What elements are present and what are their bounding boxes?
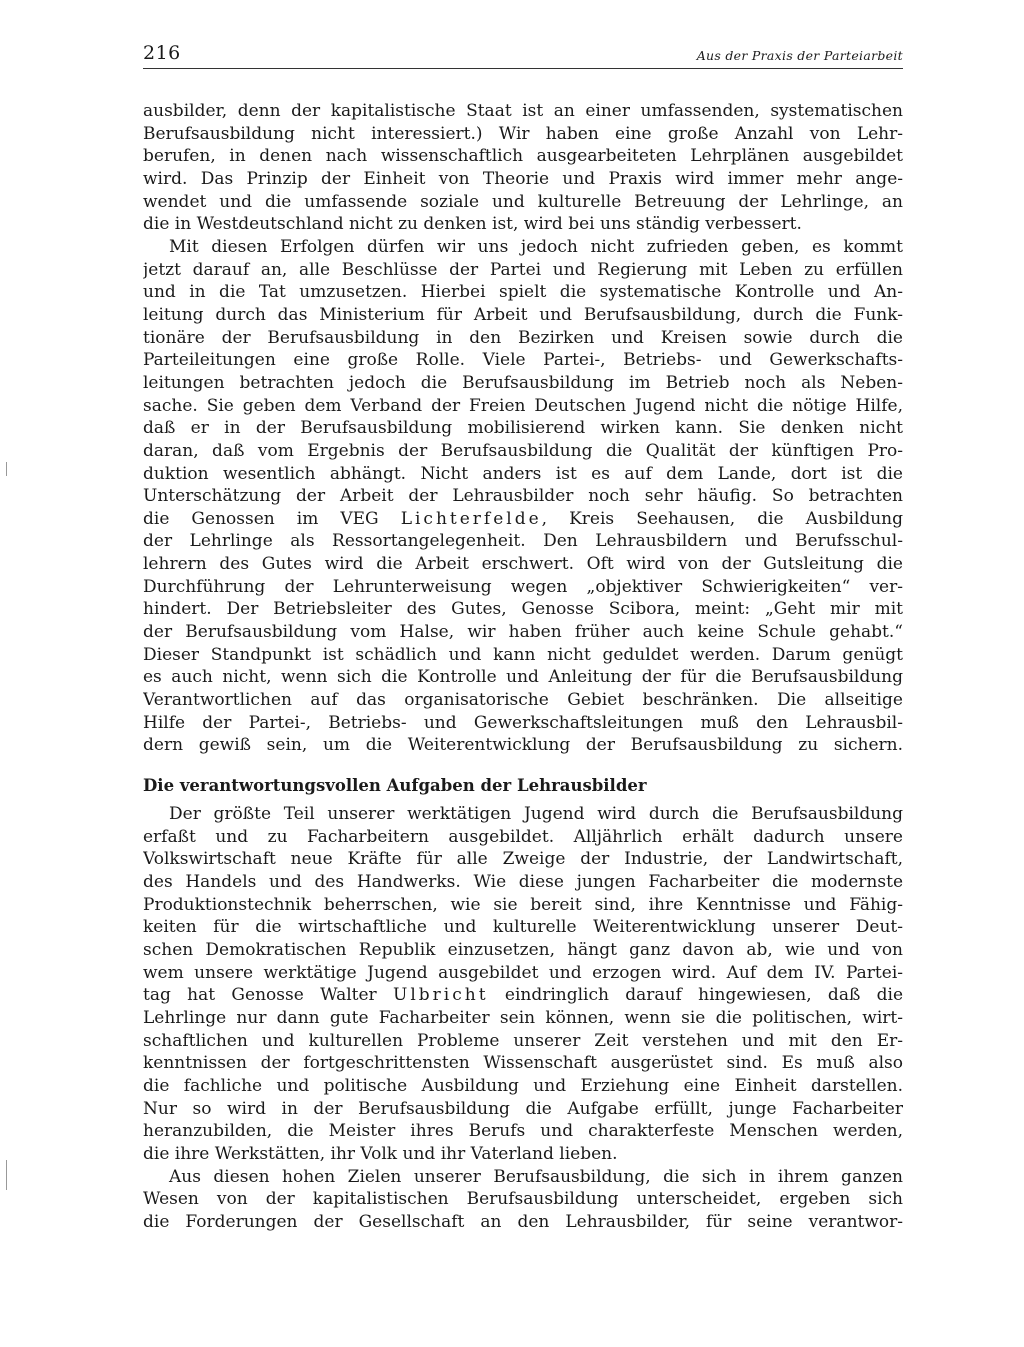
spaced-place-name: Lichterfelde <box>400 508 542 529</box>
section-heading: Die verantwortungsvollen Aufgaben der Lehrausbilder <box>143 776 647 796</box>
text-line: es auch nicht, wenn sich die Kontrolle und Anleitung der für die Berufsausbildung <box>143 667 903 688</box>
text-line: Durchführung der Lehrunterweisung wegen „objektiver Schwierigkeiten“ ver- <box>143 576 903 597</box>
text-line: leitung durch das Ministerium für Arbeit und Berufsausbildung, durch die Funk- <box>143 304 903 325</box>
text-line: der Lehrlinge als Ressortangelegenheit. Den Lehrausbildern und Berufsschul- <box>143 531 903 552</box>
text-line: daran, daß vom Ergebnis der Berufsausbildung die Qualität der künftigen Pro- <box>143 440 903 461</box>
text-line: duktion wesentlich abhängt. Nicht anders ist es auf dem Lande, dort ist die <box>143 463 903 484</box>
text-fragment: eindringlich darauf hingewiesen, daß die <box>504 985 903 1006</box>
text-line: Verantwortlichen auf das organisatorische Gebiet beschränken. Die allseitige <box>143 690 903 711</box>
text-line: wird. Das Prinzip der Einheit von Theorie und Praxis wird immer mehr ange- <box>143 168 903 189</box>
text-line-with-spaced-name <box>143 508 903 531</box>
text-line: jetzt darauf an, alle Beschlüsse der Partei und Regierung mit Leben zu erfüllen <box>143 259 903 280</box>
text-line: schen Demokratischen Republik einzusetzen, hängt ganz davon ab, wie und von <box>143 939 903 960</box>
text-line: keiten für die wirtschaftliche und kulturelle Weiterentwicklung unserer Deut- <box>143 917 903 938</box>
text-line: Mit diesen Erfolgen dürfen wir uns jedoch nicht zufrieden geben, es kommt <box>169 236 903 257</box>
text-line: Lehrlinge nur dann gute Facharbeiter sein können, wenn sie die politischen, wirt- <box>143 1007 903 1028</box>
text-line-with-spaced-name <box>143 984 903 1007</box>
text-fragment: tag hat Genosse Walter <box>143 985 377 1006</box>
text-fragment: die Genossen im VEG <box>143 508 379 529</box>
paragraph-4 <box>143 1166 903 1234</box>
text-line: Unterschätzung der Arbeit der Lehrausbilder noch sehr häufig. So betrachten <box>143 486 903 507</box>
text-line: wendet und die umfassende soziale und kulturelle Betreuung der Lehrlinge, an <box>143 191 903 212</box>
text-line: daß er in der Berufsausbildung mobilisierend wirken kann. Sie denken nicht <box>143 418 903 439</box>
margin-mark-bottom <box>6 1160 7 1190</box>
paragraph-2 <box>143 236 903 757</box>
body-text <box>143 100 903 1234</box>
text-line: die fachliche und politische Ausbildung und Erziehung eine Einheit darstellen. <box>143 1075 903 1096</box>
text-line: Hilfe der Partei-, Betriebs- und Gewerkschaftsleitungen muß den Lehrausbil- <box>143 712 903 733</box>
text-line: lehrern des Gutes wird die Arbeit erschwert. Oft wird von der Gutsleitung die <box>143 554 903 575</box>
text-line: wem unsere werktätige Jugend ausgebildet und erzogen wird. Auf dem IV. Partei- <box>143 962 903 983</box>
text-line: hindert. Der Betriebsleiter des Gutes, Genosse Scibora, meint: „Geht mir mit <box>143 599 903 620</box>
text-line: die in Westdeutschland nicht zu denken ist, wird bei uns ständig verbessert. <box>143 214 802 235</box>
text-line: ausbilder, denn der kapitalistische Staat ist an einer umfassenden, systematischen <box>143 101 903 121</box>
text-line: der Berufsausbildung vom Halse, wir haben früher auch keine Schule gehabt.“ <box>143 622 903 643</box>
text-line: Berufsausbildung nicht interessiert.) Wir haben eine große Anzahl von Lehr- <box>143 123 903 144</box>
text-line: schaftlichen und kulturellen Probleme unserer Zeit verstehen und mit den Er- <box>143 1030 903 1051</box>
text-fragment: , Kreis Seehausen, die Ausbildung <box>541 508 903 529</box>
page-header <box>143 40 903 69</box>
page-number: 216 <box>143 42 181 64</box>
text-line: Der größte Teil unserer werktätigen Jugend wird durch die Berufsausbildung <box>169 804 903 825</box>
paragraph-1 <box>143 100 903 236</box>
text-line: erfaßt und zu Facharbeitern ausgebildet. Alljährlich erhält dadurch unsere <box>143 826 903 847</box>
text-line: Parteileitungen eine große Rolle. Viele Partei-, Betriebs- und Gewerkschafts- <box>143 350 903 371</box>
text-line: berufen, in denen nach wissenschaftlich ausgearbeiteten Lehrplänen ausgebildet <box>143 146 903 167</box>
text-line: Wesen von der kapitalistischen Berufsausbildung unterscheidet, ergeben sich <box>143 1189 903 1210</box>
spaced-person-name: Ulbricht <box>393 985 489 1006</box>
text-line: sache. Sie geben dem Verband der Freien Deutschen Jugend nicht die nötige Hilfe, <box>143 395 903 416</box>
text-line: tionäre der Berufsausbildung in den Bezirken und Kreisen sowie durch die <box>143 327 903 348</box>
text-line: dern gewiß sein, um die Weiterentwicklung der Berufsausbildung zu sichern. <box>143 735 903 756</box>
text-line: kenntnissen der fortgeschrittensten Wissenschaft ausgerüstet sind. Es muß also <box>143 1053 903 1074</box>
text-line: leitungen betrachten jedoch die Berufsausbildung im Betrieb noch als Neben- <box>143 372 903 393</box>
text-line: heranzubilden, die Meister ihres Berufs und charakterfeste Menschen werden, <box>143 1121 903 1142</box>
text-line: die ihre Werkstätten, ihr Volk und ihr Vaterland lieben. <box>143 1143 618 1164</box>
text-line: Nur so wird in der Berufsausbildung die Aufgabe erfüllt, junge Facharbeiter <box>143 1098 903 1119</box>
text-line: Aus diesen hohen Zielen unserer Berufsausbildung, die sich in ihrem ganzen <box>169 1166 903 1187</box>
text-line: des Handels und des Handwerks. Wie diese jungen Facharbeiter die modernste <box>143 872 903 892</box>
running-title: Aus der Praxis der Parteiarbeit <box>696 48 903 63</box>
text-line: die Forderungen der Gesellschaft an den Lehrausbilder, für seine verantwor- <box>143 1211 903 1232</box>
text-line: Dieser Standpunkt ist schädlich und kann nicht geduldet werden. Darum genügt <box>143 644 903 665</box>
paragraph-3 <box>143 803 903 1166</box>
text-line: Volkswirtschaft neue Kräfte für alle Zweige der Industrie, der Landwirtschaft, <box>143 849 903 870</box>
margin-mark-top <box>6 462 7 476</box>
text-line: und in die Tat umzusetzen. Hierbei spielt die systematische Kontrolle und An- <box>143 282 903 303</box>
text-line: Produktionstechnik beherrschen, wie sie bereit sind, ihre Kenntnisse und Fähig- <box>143 894 903 915</box>
